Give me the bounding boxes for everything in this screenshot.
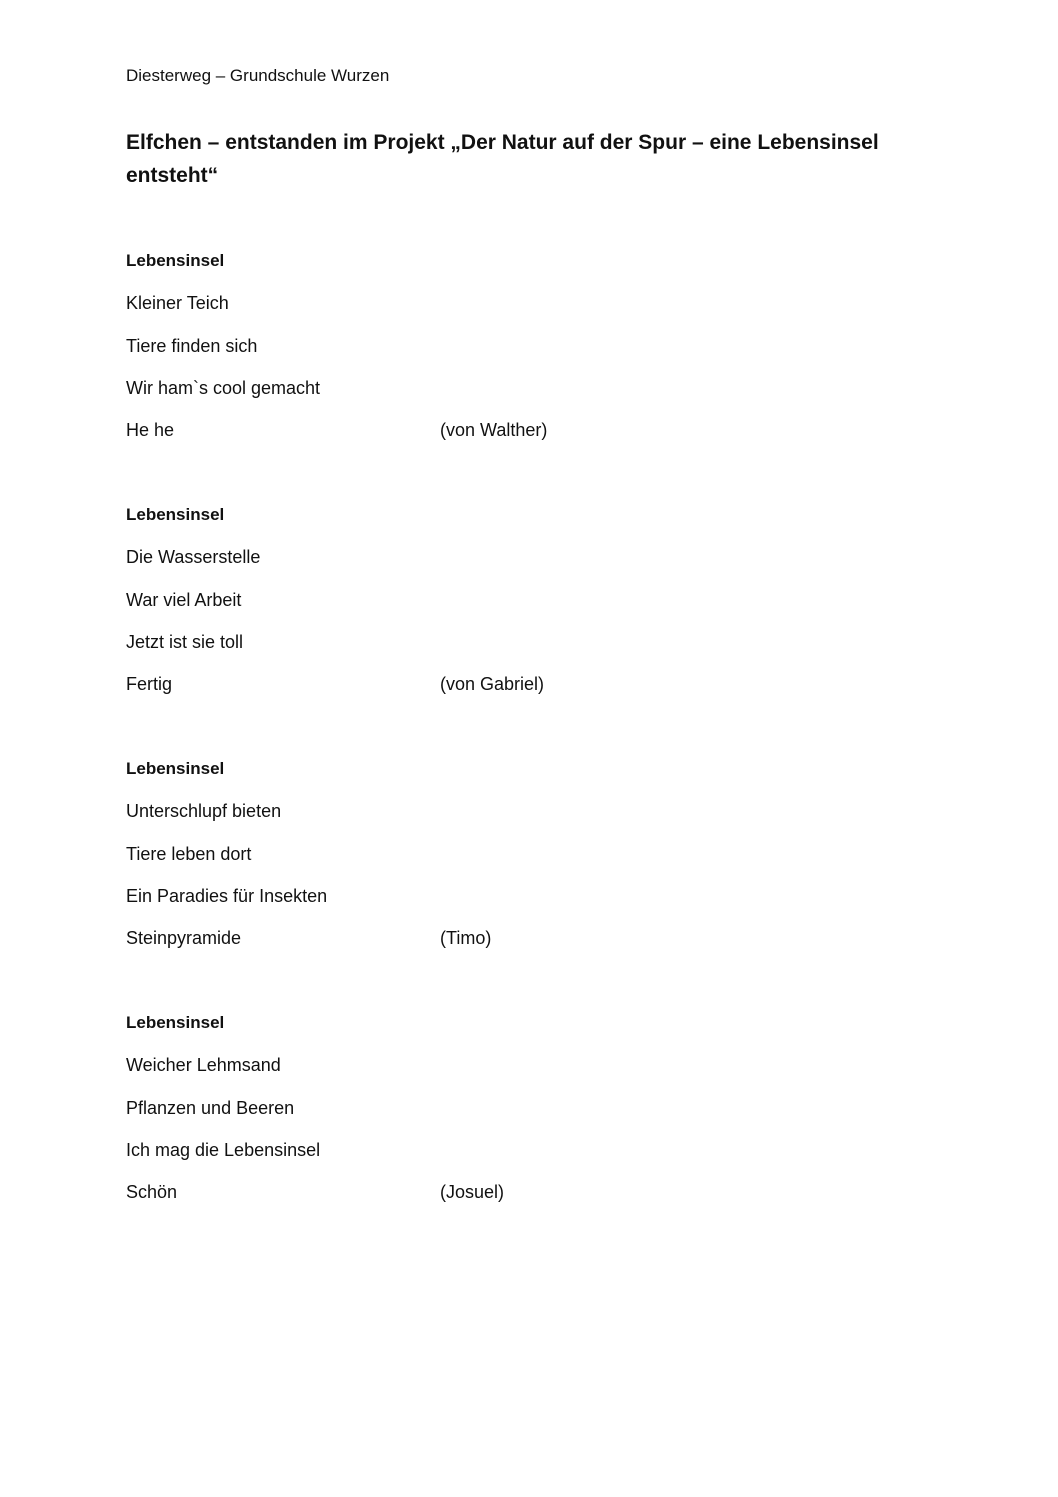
poem-line: Weicher Lehmsand bbox=[126, 1055, 281, 1076]
poem-author: (von Walther) bbox=[440, 420, 548, 441]
poem bbox=[126, 249, 826, 460]
poem-line: Ich mag die Lebensinsel bbox=[126, 1139, 321, 1160]
poem-line: He he bbox=[126, 420, 175, 441]
poem-line: Die Wasserstelle bbox=[126, 547, 261, 568]
poem-line: Schön bbox=[126, 1182, 178, 1203]
poem-line: Ein Paradies für Insekten bbox=[126, 885, 328, 906]
poem bbox=[126, 757, 826, 968]
poem-heading: Lebensinsel bbox=[126, 251, 225, 270]
poem-last-line-row bbox=[126, 672, 826, 714]
poem-line: Fertig bbox=[126, 674, 173, 695]
poem bbox=[126, 503, 826, 714]
school-header: Diesterweg – Grundschule Wurzen bbox=[126, 66, 390, 85]
poem-line: Jetzt ist sie toll bbox=[126, 631, 244, 652]
poem-line: Wir ham`s cool gemacht bbox=[126, 377, 321, 398]
poem-last-line-row bbox=[126, 1180, 826, 1222]
document-title: Elfchen – entstanden im Projekt „Der Natur auf der Spur – eine Lebensinsel entsteht“ bbox=[126, 131, 879, 187]
poem-line: Steinpyramide bbox=[126, 928, 242, 949]
poem-heading: Lebensinsel bbox=[126, 1013, 225, 1032]
poem-author: (Josuel) bbox=[440, 1182, 505, 1203]
poem-line: Tiere leben dort bbox=[126, 843, 252, 864]
poem-line: Pflanzen und Beeren bbox=[126, 1097, 295, 1118]
poem-line: Tiere finden sich bbox=[126, 335, 258, 356]
poem-last-line-row bbox=[126, 926, 826, 968]
poem-heading: Lebensinsel bbox=[126, 759, 225, 778]
poem-last-line-row bbox=[126, 418, 826, 460]
poem bbox=[126, 1011, 826, 1222]
poem-heading: Lebensinsel bbox=[126, 505, 225, 524]
poem-line: Unterschlupf bieten bbox=[126, 801, 282, 822]
poem-line: War viel Arbeit bbox=[126, 589, 242, 610]
poem-line: Kleiner Teich bbox=[126, 293, 229, 314]
poem-author: (von Gabriel) bbox=[440, 674, 545, 695]
poem-author: (Timo) bbox=[440, 928, 492, 949]
